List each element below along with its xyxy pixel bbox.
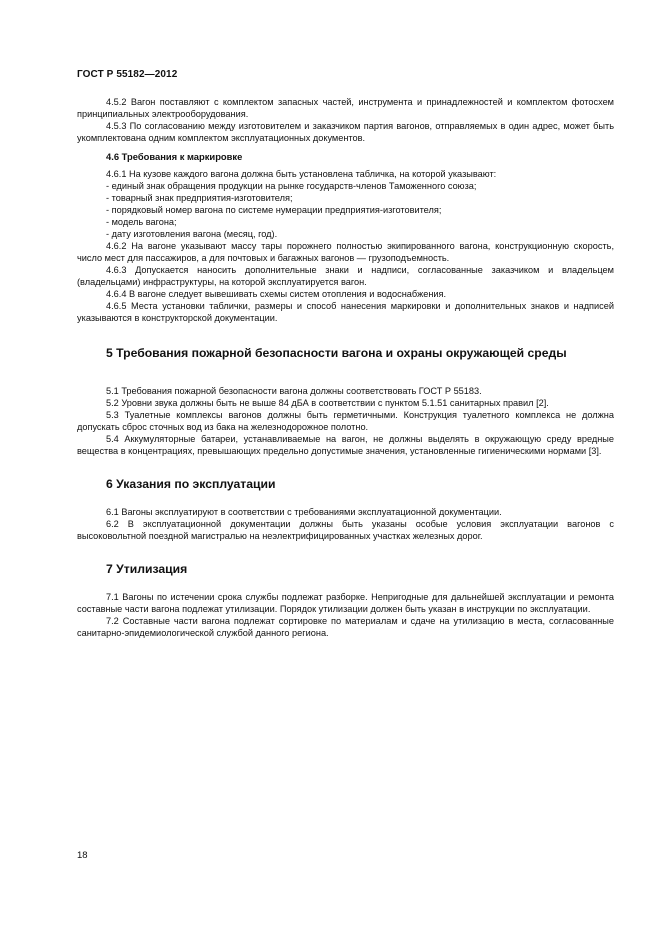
section-6-title: 6 Указания по эксплуатации bbox=[106, 477, 276, 491]
marking-list bbox=[77, 180, 614, 240]
subsection-4-6-title: 4.6 Требования к маркировке bbox=[106, 151, 243, 162]
paragraph-5-1: 5.1 Требования пожарной безопасности вагона должны соответствовать ГОСТ Р 55183. bbox=[106, 386, 482, 396]
paragraph-4-6-4: 4.6.4 В вагоне следует вывешивать схемы систем отопления и водоснабжения. bbox=[106, 289, 447, 299]
paragraph-4-5-3: 4.5.3 По согласованию между изготовителем и заказчиком партия вагонов, отправляемых в один адрес, может быть укомплектована одним комплектом эксплуатационных документов. bbox=[77, 121, 614, 143]
list-item: - дату изготовления вагона (месяц, год). bbox=[106, 229, 278, 239]
paragraph-6-1: 6.1 Вагоны эксплуатируют в соответствии с требованиями эксплуатационной документации. bbox=[106, 507, 502, 517]
paragraph-5-4: 5.4 Аккумуляторные батареи, устанавливаемые на вагон, не должны выделять в окружающую среду вредные вещества в концентрациях, превышающих предельно допустимые значения, установленные гигиеническими нормами [3]. bbox=[77, 434, 614, 456]
page-number: 18 bbox=[77, 850, 88, 861]
paragraph-4-6-5: 4.6.5 Места установки таблички, размеры и способ нанесения маркировки и дополнительных знаков и надписей указываются в конструкторской документации. bbox=[77, 301, 614, 323]
paragraph-4-6-3: 4.6.3 Допускается наносить дополнительные знаки и надписи, согласованные заказчиком и владельцем (владельцами) инфраструктуры, на которой эксплуатируется вагон. bbox=[77, 265, 614, 287]
paragraph-7-1: 7.1 Вагоны по истечении срока службы подлежат разборке. Непригодные для дальнейшей эксплуатации и ремонта составные части вагона подлежат утилизации. Порядок утилизации должен быть указан в инструкции по эксплуатации. bbox=[77, 592, 614, 614]
list-item: - единый знак обращения продукции на рынке государств-членов Таможенного союза; bbox=[106, 181, 477, 191]
paragraph-4-6-2: 4.6.2 На вагоне указывают массу тары порожнего полностью экипированного вагона, конструкционную скорость, число мест для пассажиров, а для почтовых и багажных вагонов — грузоподъемность. bbox=[77, 241, 614, 263]
document-body bbox=[77, 96, 614, 639]
section-5-title: 5 Требования пожарной безопасности вагона и охраны окружающей среды bbox=[106, 346, 567, 360]
paragraph-4-6-1: 4.6.1 На кузове каждого вагона должна быть установлена табличка, на которой указывают: bbox=[106, 169, 497, 179]
paragraph-6-2: 6.2 В эксплуатационной документации должны быть указаны особые условия эксплуатации вагонов с высоковольтной поездной магистралью на неэлектрифицированных участках железных дорог. bbox=[77, 519, 614, 541]
section-7-title: 7 Утилизация bbox=[106, 562, 188, 576]
paragraph-5-2: 5.2 Уровни звука должны быть не выше 84 дБА в соответствии с пунктом 5.1.51 санитарных правил [2]. bbox=[106, 398, 549, 408]
paragraph-4-5-2: 4.5.2 Вагон поставляют с комплектом запасных частей, инструмента и принадлежностей и комплектом фотосхем принципиальных электрооборудования. bbox=[77, 97, 614, 119]
paragraph-5-3: 5.3 Туалетные комплексы вагонов должны быть герметичными. Конструкция туалетного комплекса не должна допускать сброс сточных вод из бака на железнодорожное полотно. bbox=[77, 410, 614, 432]
list-item: - модель вагона; bbox=[106, 217, 177, 227]
document-header: ГОСТ Р 55182—2012 bbox=[77, 69, 178, 80]
list-item: - товарный знак предприятия-изготовителя; bbox=[106, 193, 293, 203]
paragraph-7-2: 7.2 Составные части вагона подлежат сортировке по материалам и сдаче на утилизацию в места, согласованные санитарно-эпидемиологической службой данного региона. bbox=[77, 616, 614, 638]
list-item: - порядковый номер вагона по системе нумерации предприятия-изготовителя; bbox=[106, 205, 442, 215]
